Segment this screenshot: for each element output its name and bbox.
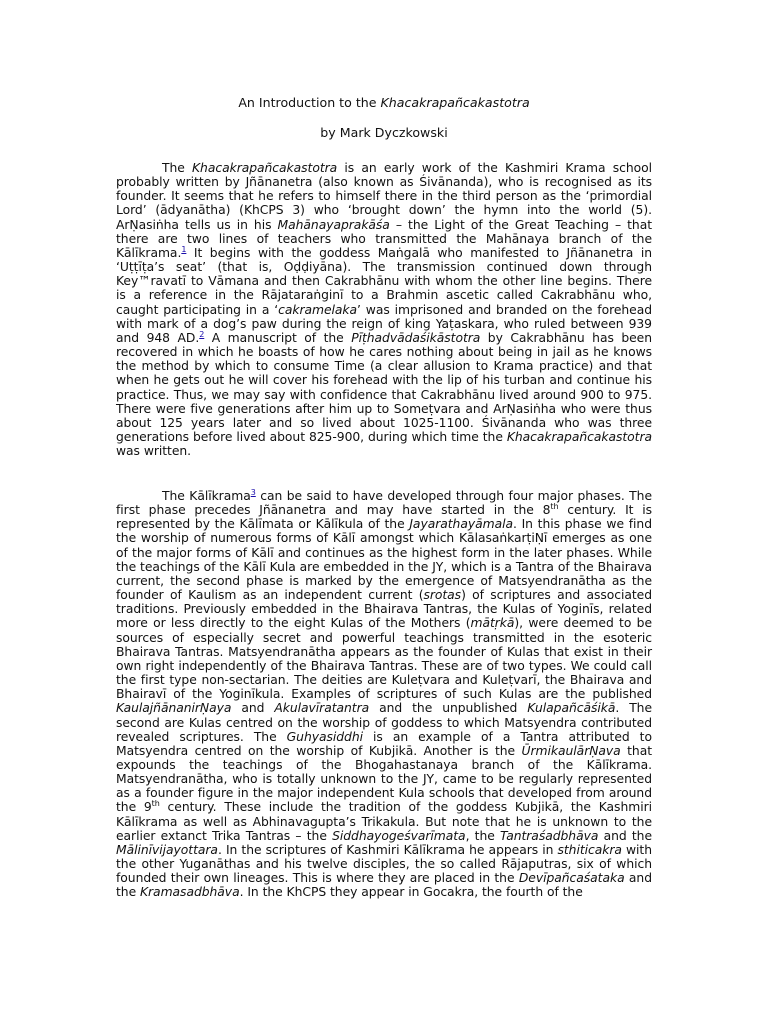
document-page: [116, 0, 652, 1024]
superscript-th: th: [550, 502, 559, 512]
author-line: by Mark Dyczkowski: [320, 125, 448, 140]
footnote-link-2[interactable]: 2: [199, 329, 205, 339]
paragraph-1: The Khacakrapañcakastotra is an early work of the Kashmiri Krama school probably written by Jñānanetra (also known as Śivānanda), who is recognised as its founder. It seems that he refers to himself there in the third person as the ‘primordial Lord’ (ādyanātha) (KhCPS 3) who ‘brought down’ the hymn into the world (5). ArṆasiṅha tells us in his Mahānayaprakāśa – the Light of the Great Teaching – that there are two lines of teachers who transmitted the Mahānaya branch of the Kālīkrama.$^1$ It begins with the goddess Maṅgalā who manifested to Jñānanetra in ‘Uṭṭīṭa’s seat’ (that is, Oḍḍiyāna). The transmission continued down through Key™ravatī to Vāmana and then Cakrabhānu with whom the other line begins. There is a reference in the Rājataraṅginī to a Brahmin ascetic called Cakrabhānu who, caught participating in a ‘cakramelaka’ was imprisoned and branded on the forehead with mark of a dog’s paw during the reign of king Yaṭaskara, who ruled between 939 and 948 AD.$^2$ A manuscript of the Pīṭhadvādaśikāstotra by Cakrabhānu has been recovered in which he boasts of how he cares nothing about being in jail as he knows the method by which to consume Time (a clear allusion to Krama practice) and that when he gets out he will cover his forehead with the lip of his turban and continue his practice. Thus, we may say with confidence that Cakrabhānu lived around 900 to 975. There were five generations after him up to Someṭvara and ArṆasiṅha who were thus about 125 years later and so lived about 1025-1100. Śivānanda who was three generations before lived about 825-900, during which time the Khacakrapañcakastotra was written.: [116, 161, 653, 459]
title-italic: Khacakrapañcakastotra: [380, 95, 530, 110]
page-title: [116, 95, 652, 110]
superscript-th: th: [151, 799, 160, 809]
title-prefix: An Introduction to the: [238, 95, 381, 110]
footnote-link-1[interactable]: 1: [181, 244, 187, 254]
footnote-link-3[interactable]: 3: [250, 487, 256, 497]
paragraph-2: The Kālīkrama$^3$ can be said to have developed through four major phases. The first phase precedes Jñānanetra and may have started in the 8th century. It is represented by the Kālīmata or Kālīkula of the Jayarathayāmala. In this phase we find the worship of numerous forms of Kālī amongst which KālasaṅkarṭiṆī emerges as one of the major forms of Kālī and continues as the highest form in the later phases. While the teachings of the Kālī Kula are embedded in the JY, which is a Tantra of the Bhairava current, the second phase is marked by the emergence of Matsyendranātha as the founder of Kaulism as an independent current (srotas) of scriptures and associated traditions. Previously embedded in the Bhairava Tantras, the Kulas of Yoginīs, related more or less directly to the eight Kulas of the Mothers (mātṛkā), were deemed to be sources of especially secret and powerful teachings transmitted in the esoteric Bhairava Tantras. Matsyendranātha appears as the founder of Kulas that exist in their own right independently of the Bhairava Tantras. These are of two types. We could call the first type non-sectarian. The deities are Kuleṭvara and Kuleṭvarī, the Bhairava and Bhairavī of the Yoginīkula. Examples of scriptures of such Kulas are the published KaulajñānanirṆaya and Akulavīratantra and the unpublished Kulapañcāśikā. The second are Kulas centred on the worship of goddess to which Matsyendra contributed revealed scriptures. The Guhyasiddhi is an example of a Tantra attributed to Matsyendra centred on the worship of Kubjikā. Another is the ŪrmikaulārṆava that expounds the teachings of the Bhogahastanaya branch of the Kālīkrama. Matsyendranātha, who is totally unknown to the JY, came to be regularly represented as a founder figure in the major independent Kula schools that developed from around the 9th century. These include the tradition of the goddess Kubjikā, the Kashmiri Kālīkrama as well as Abhinavagupta’s Trikakula. But note that he is unknown to the earlier extanct Trika Tantras – the Siddhayogeśvarīmata, the Tantraśadbhāva and the Mālinīvijayottara. In the scriptures of Kashmiri Kālīkrama he appears in sthiticakra with the other Yuganāthas and his twelve disciples, the so called Rājaputras, six of which founded their own lineages. This is where they are placed in the Devīpañcaśataka and the Kramasadbhāva. In the KhCPS they appear in Gocakra, the fourth of the: [116, 487, 652, 900]
